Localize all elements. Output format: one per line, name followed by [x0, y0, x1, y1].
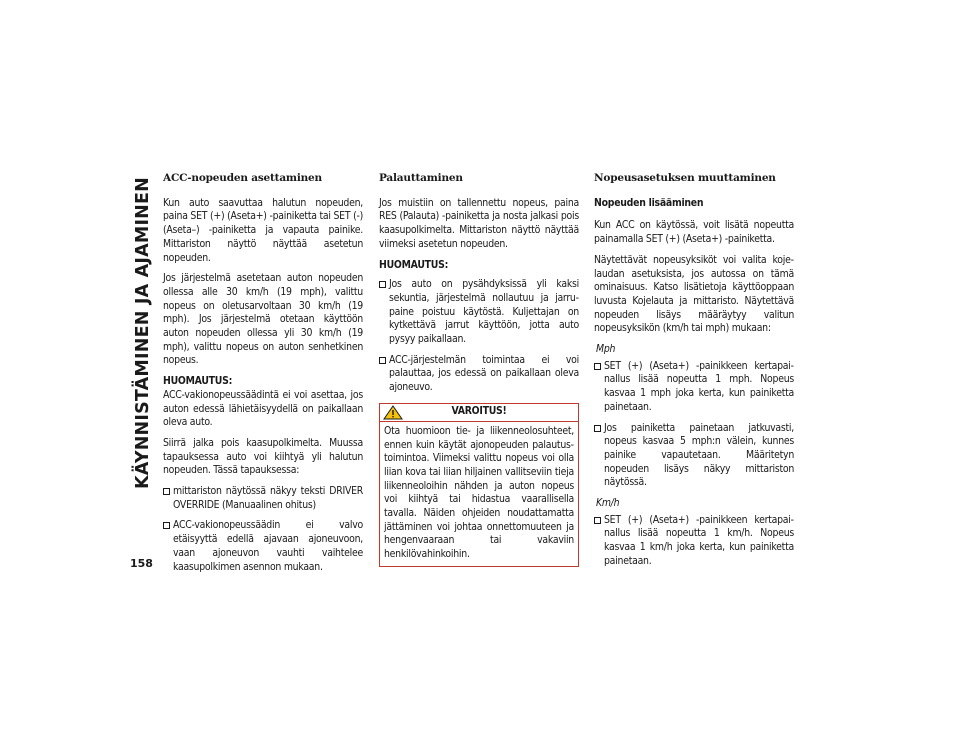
warning-icon: [383, 405, 403, 420]
column-2: [379, 172, 579, 567]
heading-speed-change: Nopeusasetuksen muuttaminen: [594, 172, 776, 184]
note-text: ACC-vakionopeussäädintä ei voi asettaa, jos auton edessä lähietäisyydellä on paikallaan oleva auto.: [163, 388, 363, 429]
warning-title: VAROITUS!: [451, 405, 507, 418]
warning-header: [380, 404, 578, 422]
warning-text: Ota huomioon tie- ja liikenneolosuhteet, ennen kuin käytät ajonopeuden palautustoimintoa. Viimeksi valittu nopeus voi olla liian kova tai liian hiljainen vallitseviin tieja liikenneoloihin nähden ja auton nopeus voi kiihtyä tai hidastua vaarallisella tavalla. Näiden ohjeiden noudattamatta jättäminen voi johtaa onnettomuuteen ja hengenvaaraan tai vakaviin henkilövahinkoihin.: [384, 424, 574, 561]
heading-resume: Palauttaminen: [379, 172, 463, 184]
paragraph: Kun ACC on käytössä, voit lisätä nopeutta painamalla SET (+) (Aseta+) -painiketta.: [594, 219, 794, 246]
column-1: [163, 172, 363, 581]
note-label: HUOMAUTUS:: [163, 375, 233, 388]
list-item: ACC-vakionopeussäädin ei valvo etäisyyttä edellä ajavaan ajoneuvoon, vaan ajoneuvon vauhti vaihtelee kaasupolkimen asennon mukaan.: [163, 519, 363, 574]
bullet-list: [163, 485, 363, 574]
note-label: HUOMAUTUS:: [379, 258, 449, 271]
paragraph: Siirrä jalka pois kaasupolkimelta. Muussa tapauksessa auto voi kiihtyä yli halutun nopeuden. Tässä tapauksessa:: [163, 436, 363, 477]
list-item: SET (+) (Aseta+) -painikkeen kertapainallus lisää nopeutta 1 mph. Nopeus kasvaa 1 mph joka kerta, kun painiketta painetaan.: [594, 360, 794, 415]
bullet-list-mph: [594, 360, 794, 490]
subheading-increase: Nopeuden lisääminen: [594, 196, 704, 209]
paragraph: Jos järjestelmä asetetaan auton nopeuden ollessa alle 30 km/h (19 mph), valittu nopeus on oletusarvoltaan 30 km/h (19 mph). Jos järjestelmä otetaan käyttöön auton nopeuden ollessa yli 30 km/h (19 mph), valittu nopeus on auton senhetkinen nopeus.: [163, 272, 363, 367]
list-item: Jos auto on pysähdyksissä yli kaksi sekuntia, järjestelmä nollautuu ja jarrupaine poistuu käytöstä. Kuljettajan on kytkettävä jarrut käyttöön, jotta auto pysyy paikallaan.: [379, 278, 579, 347]
warning-box: [379, 403, 579, 567]
unit-label-kmh: Km/h: [596, 497, 620, 510]
list-item: ACC-järjestelmän toimintaa ei voi palauttaa, jos edessä on paikallaan oleva ajoneuvo.: [379, 354, 579, 395]
bullet-list-kmh: [594, 514, 794, 569]
list-item: mittariston näytössä näkyy teksti DRIVER OVERRIDE (Manuaalinen ohitus): [163, 485, 363, 512]
paragraph: Jos muistiin on tallennettu nopeus, paina RES (Palauta) -painiketta ja nosta jalkasi pois kaasupolkimelta. Mittariston näyttö näyttää viimeksi asetetun nopeuden.: [379, 196, 579, 250]
unit-label-mph: Mph: [596, 343, 616, 356]
list-item: SET (+) (Aseta+) -painikkeen kertapainallus lisää nopeutta 1 km/h. Nopeus kasvaa 1 km/h joka kerta, kun painiketta painetaan.: [594, 514, 794, 569]
bullet-list: [379, 278, 579, 395]
warning-body: [380, 422, 578, 566]
heading-acc-speed: ACC-nopeuden asettaminen: [163, 172, 322, 184]
column-3: [594, 172, 794, 576]
list-item: Jos painiketta painetaan jatkuvasti, nopeus kasvaa 5 mph:n välein, kunnes painike vapautetaan. Määritetyn nopeuden lisäys näkyy mittariston näytössä.: [594, 422, 794, 491]
paragraph: Kun auto saavuttaa halutun nopeuden, paina SET (+) (Aseta+) -painiketta tai SET (-) (Aseta–) -painiketta ja vapauta painike. Mittariston näyttö näyttää asetetun nopeuden.: [163, 196, 363, 264]
page-number: 158: [130, 557, 153, 570]
section-title: KÄYNNISTÄMINEN JA AJAMINEN: [133, 176, 154, 490]
section-side-tab: [128, 158, 158, 508]
paragraph: Näytettävät nopeusyksiköt voi valita kojelaudan asetuksista, jos autossa on tämä ominaisuus. Katso lisätietoja käyttöoppaan luvusta Kojelauta ja mittaristo. Näytettävä nopeuden lisäys määräytyy valitun nopeusyksikön (km/h tai mph) mukaan:: [594, 253, 794, 335]
